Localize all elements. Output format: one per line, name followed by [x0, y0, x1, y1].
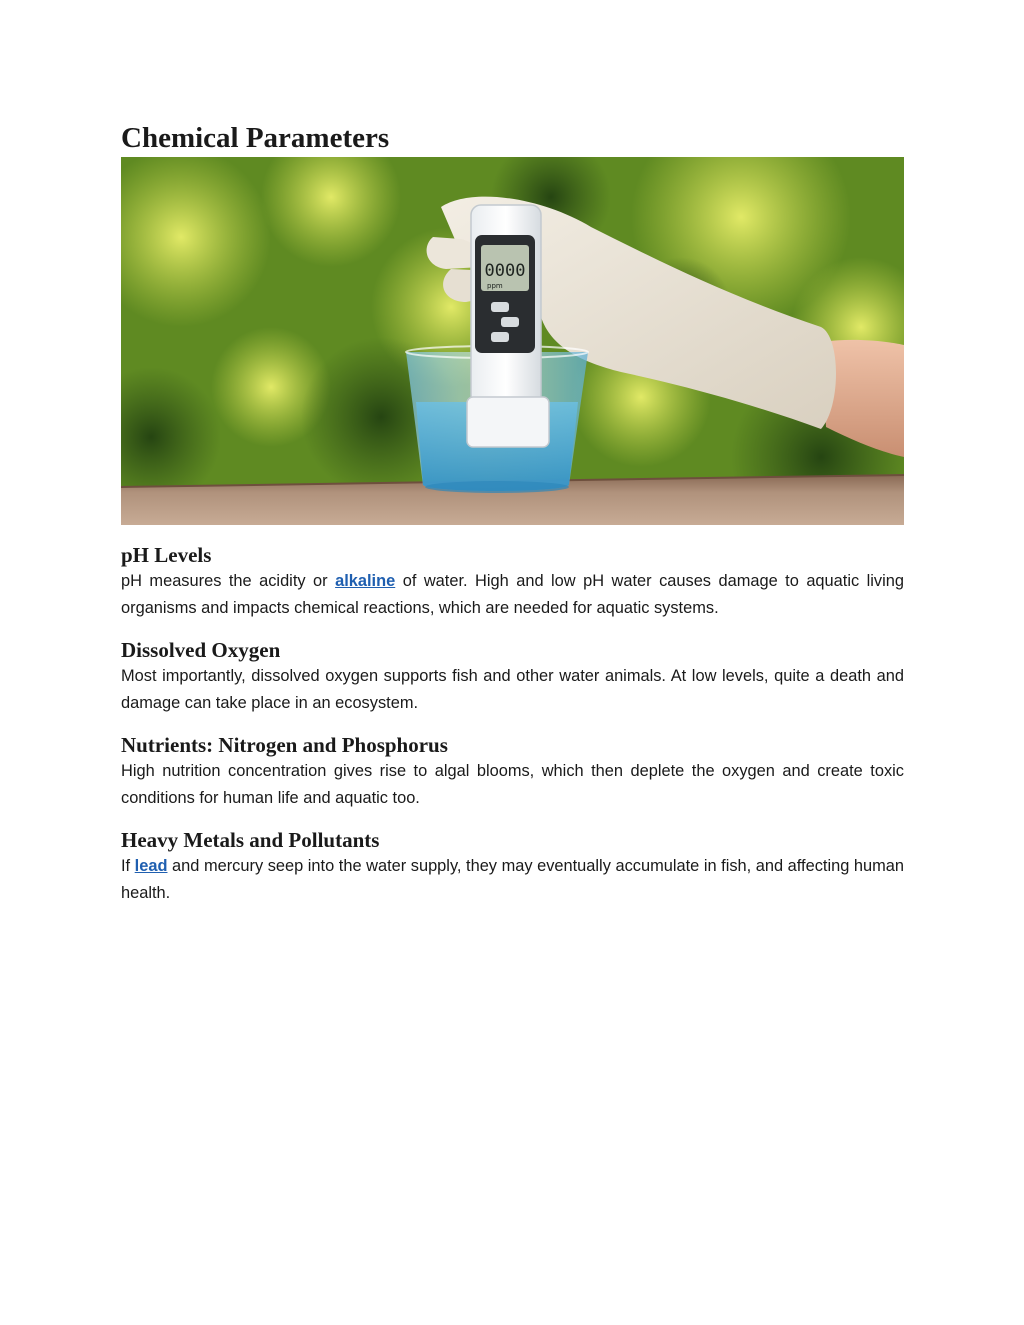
lead-link[interactable]: lead: [134, 857, 168, 875]
page-title: Chemical Parameters: [121, 122, 390, 154]
section-paragraph: High nutrition concentration gives rise to algal blooms, which then deplete the oxygen and create toxic conditions for human life and aquatic too.: [121, 762, 904, 807]
section-paragraph: If lead and mercury seep into the water supply, they may eventually accumulate in fish, and affecting human health.: [121, 857, 904, 902]
tds-meter-photo: [121, 157, 904, 525]
section-heading: pH Levels: [121, 543, 212, 567]
section-heading: Dissolved Oxygen: [121, 638, 281, 662]
section-dissolved-oxygen: [121, 637, 904, 716]
alkaline-link[interactable]: alkaline: [335, 572, 396, 590]
section-heading: Heavy Metals and Pollutants: [121, 828, 380, 852]
section-heavy-metals: [121, 827, 904, 906]
meter-display-value: 0000: [484, 261, 526, 281]
section-paragraph: pH measures the acidity or alkaline of water. High and low pH water causes damage to aquatic living organisms and impacts chemical reactions, which are needed for aquatic systems.: [121, 572, 904, 617]
section-nutrients: [121, 732, 904, 811]
section-heading: Nutrients: Nitrogen and Phosphorus: [121, 733, 448, 757]
section-ph-levels: [121, 542, 904, 621]
section-paragraph: Most importantly, dissolved oxygen supports fish and other water animals. At low levels, quite a death and damage can take place in an ecosystem.: [121, 667, 904, 712]
meter-display-unit: ppm: [487, 282, 503, 290]
